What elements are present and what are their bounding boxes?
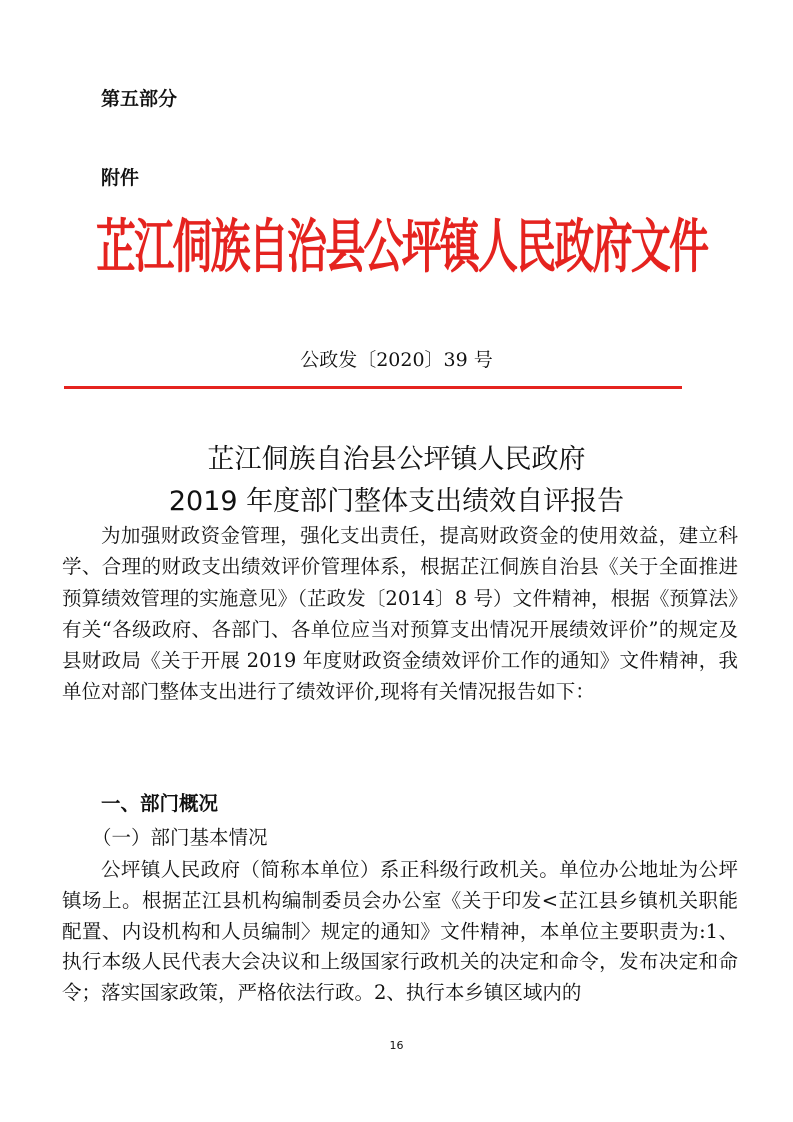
report-title-line-1: 芷江侗族自治县公坪镇人民政府 xyxy=(207,444,586,475)
intro-paragraph: 为加强财政资金管理，强化支出责任，提高财政资金的使用效益，建立科学、合理的财政支出绩效评价管理体系，根据芷江侗族自治县《关于全面推进预算绩效管理的实施意见》（芷政发〔2014〕8 号）文件精神，根据《预算法》有关“各级政府、各部门、各单位应当对预算支出情况开展绩效评价”的规定及县财政局《关于开展 2019 年度财政资金绩效评价工作的通知》文件精神，我单位对部门整体支出进行了绩效评价,现将有关情况报告如下： xyxy=(62,524,738,704)
attachment-label: 附件 xyxy=(101,167,140,189)
document-number: 公政发〔2020〕39 号 xyxy=(300,349,493,371)
report-title-line-2: 2019 年度部门整体支出绩效自评报告 xyxy=(168,486,625,517)
page-number: 16 xyxy=(389,1039,404,1052)
section-heading-department-overview: 一、部门概况 xyxy=(101,792,219,815)
basic-info-paragraph: 公坪镇人民政府（简称本单位）系正科级行政机关。单位办公地址为公坪镇场上。根据芷江县机构编制委员会办公室《关于印发<芷江县乡镇机关职能配置、内设机构和人员编制〉规定的通知》文件精神，本单位主要职责为:1、执行本级人民代表大会决议和上级国家行政机关的决定和命令，发布决定和命令；落实国家政策，严格依法行政。2、执行本乡镇区域内的 xyxy=(62,858,738,1005)
section-part-label: 第五部分 xyxy=(101,88,178,110)
red-divider-line xyxy=(64,386,682,389)
red-document-heading: 芷江侗族自治县公坪镇人民政府文件 xyxy=(96,214,708,281)
subsection-heading-basic-info: （一）部门基本情况 xyxy=(92,826,268,849)
